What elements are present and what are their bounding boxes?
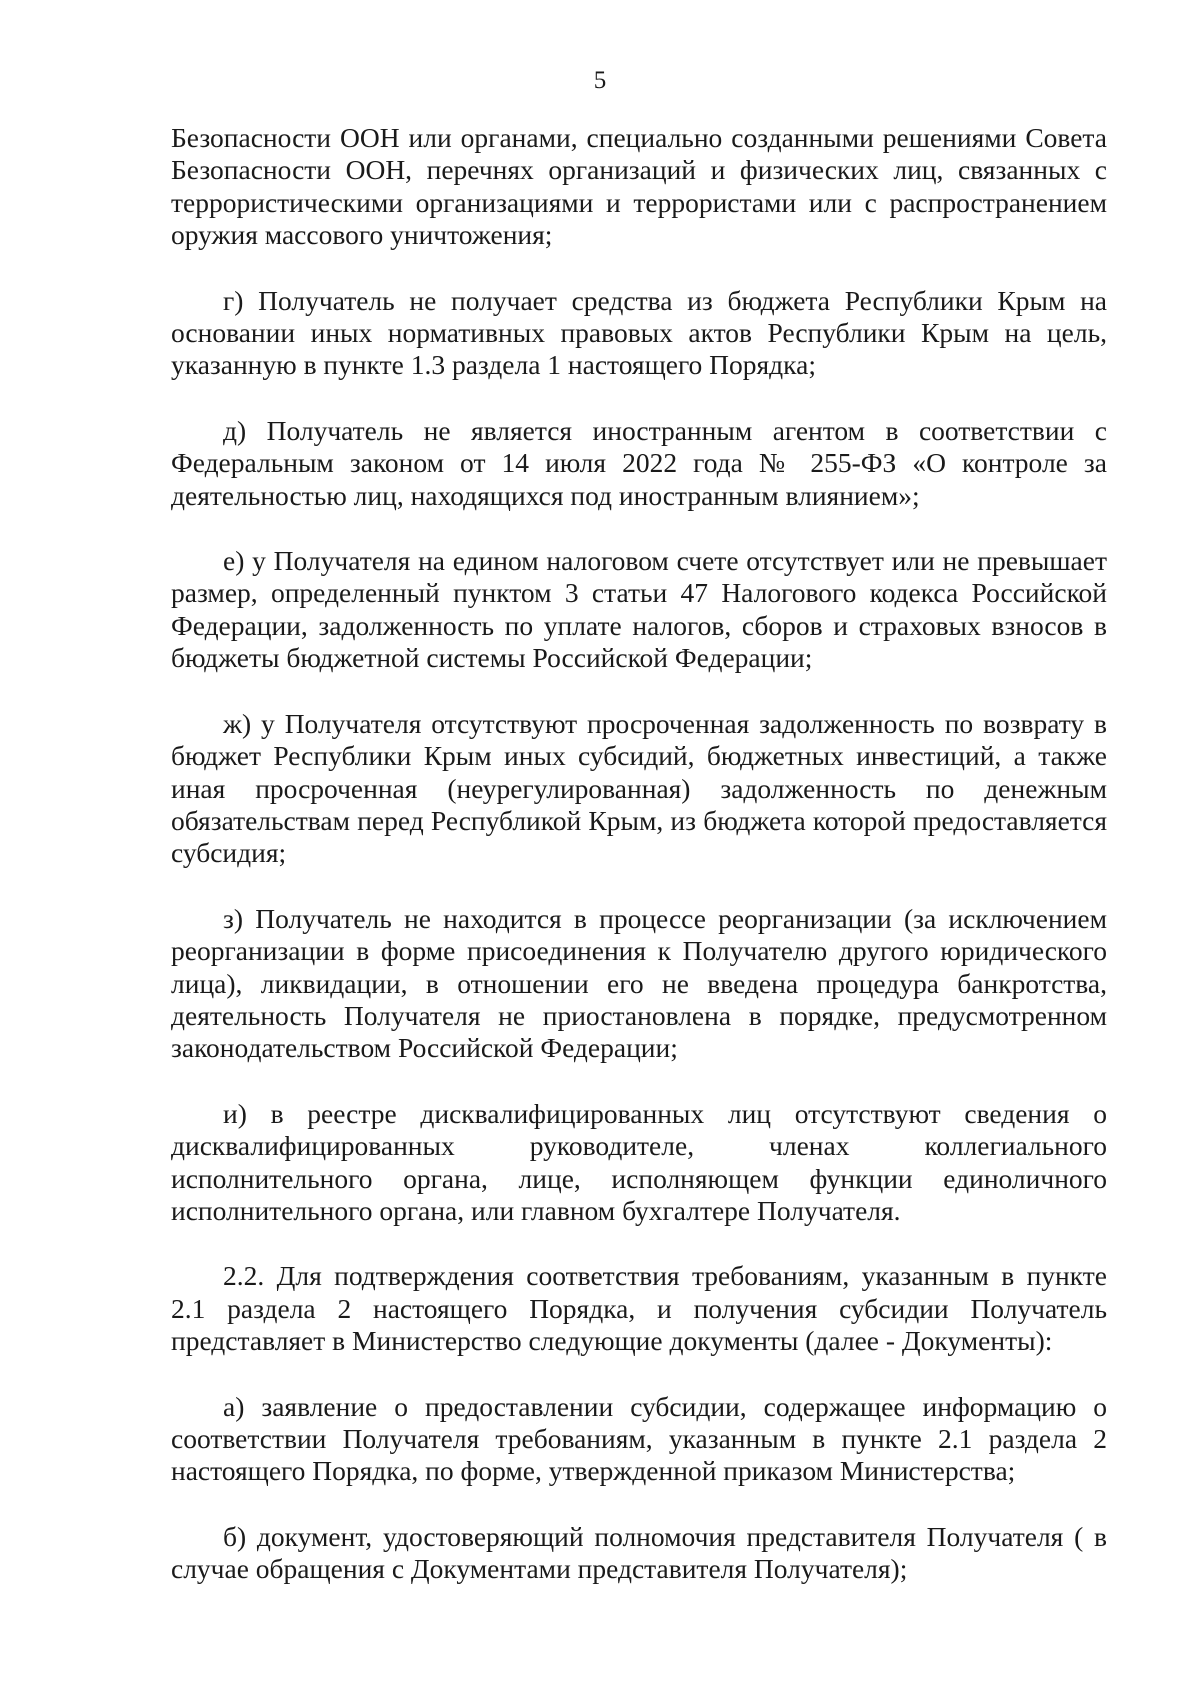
paragraph-item-b: б) документ, удостоверяющий полномочия представителя Получателя ( в случае обращения с Документами представителя Получателя);	[171, 1520, 1107, 1585]
page-number: 5	[593, 67, 607, 94]
paragraph-clause-2-2: 2.2. Для подтверждения соответствия требованиям, указанным в пункте 2.1 раздела 2 настоящего Порядка, и получения субсидии Получатель представляет в Министерство следующие документы (далее - Документы):	[171, 1260, 1107, 1357]
paragraph-item-e: е) у Получателя на едином налоговом счете отсутствует или не превышает размер, определенный пунктом 3 статьи 47 Налогового кодекса Российской Федерации, задолженность по уплате налогов, сборов и страховых взносов в бюджеты бюджетной системы Российской Федерации;	[171, 545, 1107, 674]
paragraph-item-zh: ж) у Получателя отсутствуют просроченная задолженность по возврату в бюджет Республики Крым иных субсидий, бюджетных инвестиций, а также иная просроченная (неурегулированная) задолженность по денежным обязательствам перед Республикой Крым, из бюджета которой предоставляется субсидия;	[171, 707, 1107, 869]
paragraph-item-i: и) в реестре дисквалифицированных лиц отсутствуют сведения о дисквалифицированных руководителе, членах коллегиального исполнительного органа, лице, исполняющем функции единоличного исполнительного органа, или главном бухгалтере Получателя.	[171, 1097, 1107, 1226]
document-body	[171, 122, 1107, 1619]
paragraph-item-a: а) заявление о предоставлении субсидии, содержащее информацию о соответствии Получателя требованиям, указанным в пункте 2.1 раздела 2 настоящего Порядка, по форме, утвержденной приказом Министерства;	[171, 1390, 1107, 1487]
paragraph-item-g: г) Получатель не получает средства из бюджета Республики Крым на основании иных нормативных правовых актов Республики Крым на цель, указанную в пункте 1.3 раздела 1 настоящего Порядка;	[171, 284, 1107, 381]
paragraph-item-z: з) Получатель не находится в процессе реорганизации (за исключением реорганизации в форме присоединения к Получателю другого юридического лица), ликвидации, в отношении его не введена процедура банкротства, деятельность Получателя не приостановлена в порядке, предусмотренном законодательством Российской Федерации;	[171, 902, 1107, 1064]
paragraph-item-d: д) Получатель не является иностранным агентом в соответствии с Федеральным законом от 14 июля 2022 года № 255-ФЗ «О контроле за деятельностью лиц, находящихся под иностранным влиянием»;	[171, 414, 1107, 511]
paragraph-continuation: Безопасности ООН или органами, специально созданными решениями Совета Безопасности ООН, перечнях организаций и физических лиц, связанных с террористическими организациями и террористами или с распространением оружия массового уничтожения;	[171, 122, 1107, 251]
